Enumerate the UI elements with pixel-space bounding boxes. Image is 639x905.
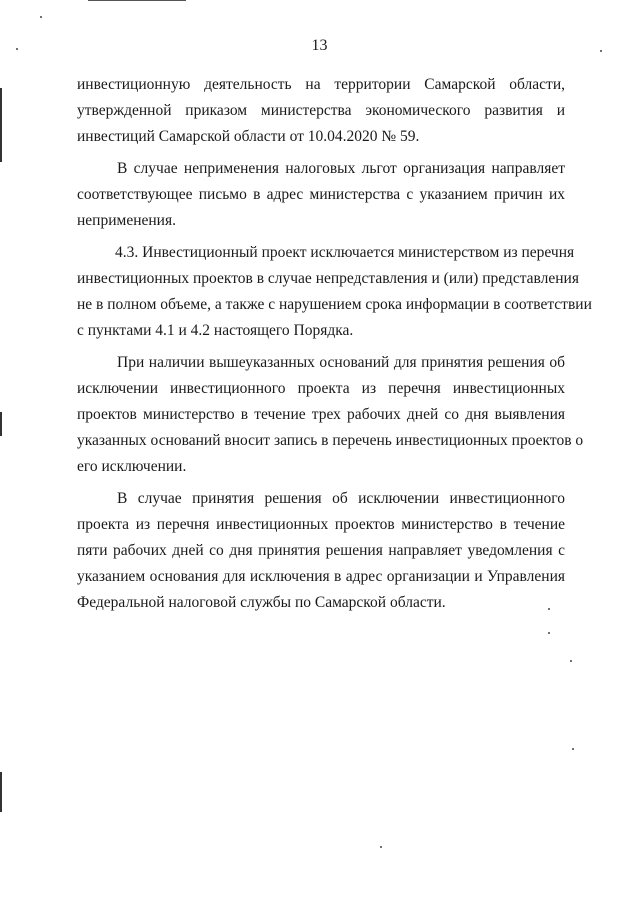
scan-speck (548, 632, 550, 634)
paragraph (77, 240, 592, 344)
text-line: пяти рабочих дней со дня принятия решения направляет уведомления с (77, 542, 565, 559)
text-line: неприменения. (77, 212, 176, 229)
text-line: его исключении. (77, 458, 187, 475)
document-body (77, 72, 592, 622)
scan-left-edge-mark (0, 772, 2, 812)
scan-top-line (88, 0, 186, 1)
scan-speck (380, 846, 382, 848)
text-line: проектов министерство в течение трех рабочих дней со дня выявления (77, 406, 565, 423)
text-line: проекта из перечня инвестиционных проектов министерство в течение (77, 516, 565, 533)
scan-left-edge-mark (0, 88, 2, 162)
scan-left-edge-mark (0, 412, 2, 436)
text-line: соответствующее письмо в адрес министерства с указанием причин их (77, 186, 565, 203)
text-line: В случае принятия решения об исключении инвестиционного (117, 490, 565, 507)
paragraph (77, 156, 565, 234)
text-line: инвестиционную деятельность на территории Самарской области, (77, 76, 565, 93)
scan-speck (40, 16, 42, 18)
text-line: с пунктами 4.1 и 4.2 настоящего Порядка. (77, 322, 354, 339)
page-number: 13 (311, 37, 328, 54)
text-line: инвестиций Самарской области от 10.04.2020 № 59. (77, 128, 420, 145)
paragraph (77, 350, 584, 480)
text-line: В случае неприменения налоговых льгот организация направляет (117, 160, 565, 177)
text-line: При наличии вышеуказанных оснований для принятия решения об (117, 354, 565, 371)
text-line: инвестиционных проектов в случае непредставления и (или) представления (77, 270, 579, 287)
paragraph (77, 72, 565, 150)
text-line: 4.3. Инвестиционный проект исключается министерством из перечня (115, 244, 575, 261)
text-line: исключении инвестиционного проекта из перечня инвестиционных (77, 380, 565, 397)
text-line: указанием основания для исключения в адрес организации и Управления (77, 568, 565, 585)
text-line: утвержденной приказом министерства экономического развития и (77, 102, 565, 119)
text-line: указанных оснований вносит запись в перечень инвестиционных проектов о (77, 432, 584, 449)
paragraph (77, 486, 565, 616)
scan-speck (570, 660, 572, 662)
text-line: не в полном объеме, а также с нарушением срока информации в соответствии (77, 296, 592, 313)
scan-speck (572, 748, 574, 750)
text-line: Федеральной налоговой службы по Самарской области. (77, 594, 446, 611)
